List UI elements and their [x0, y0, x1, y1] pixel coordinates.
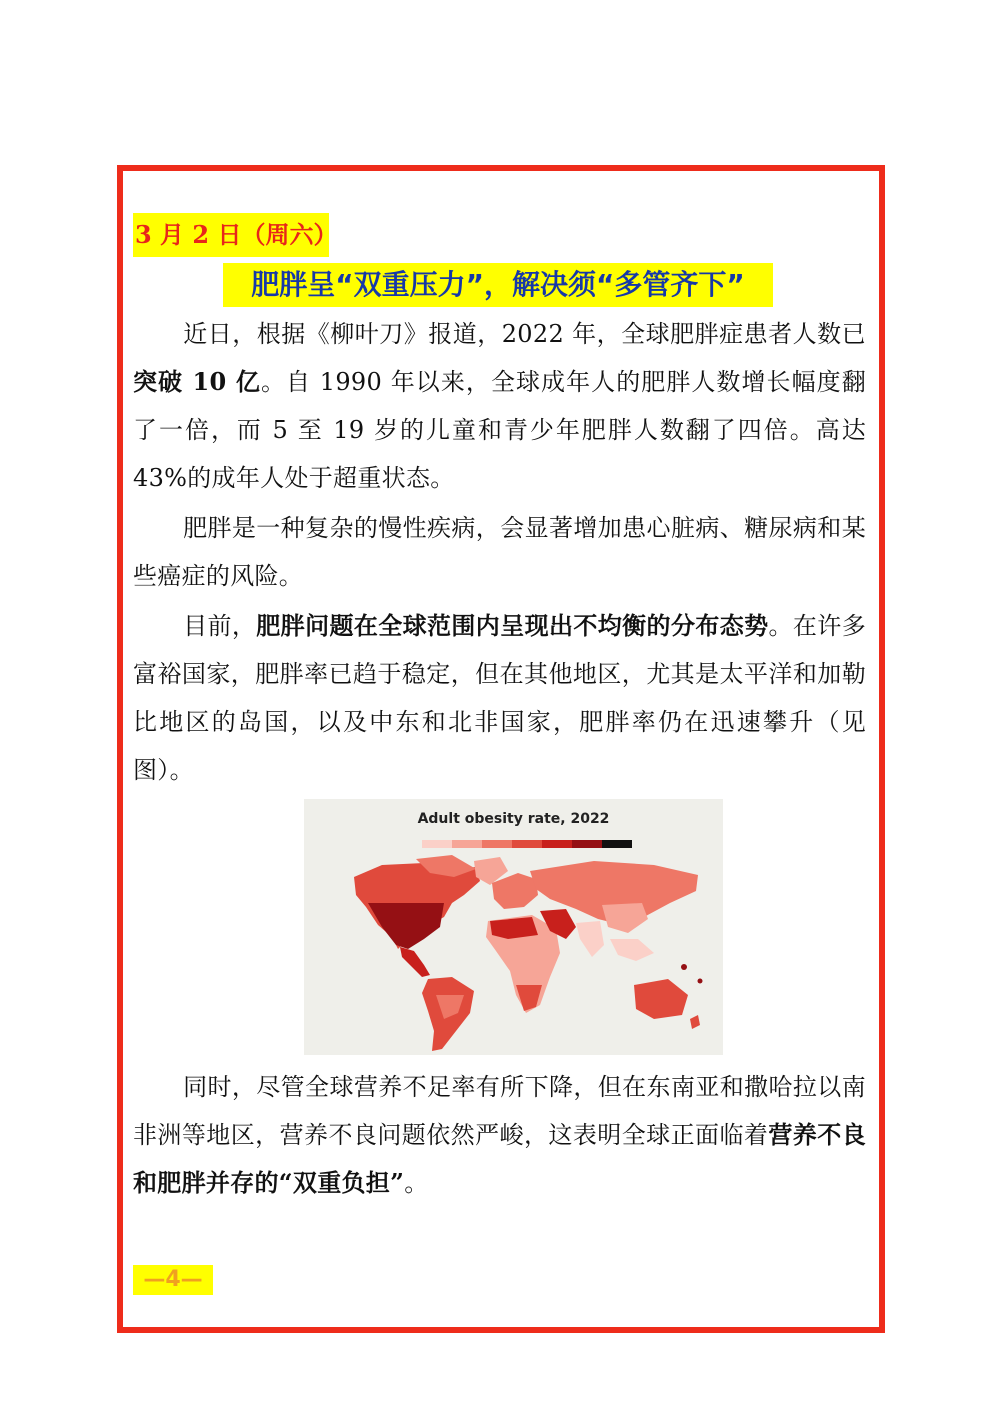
map-title: Adult obesity rate, 2022: [417, 811, 610, 827]
south-asia: [576, 921, 604, 957]
world-map-illustration: [304, 799, 723, 1055]
china: [602, 903, 648, 933]
obesity-world-map: [304, 799, 723, 1055]
highlight-obesity-count: 突破 10 亿: [133, 367, 261, 396]
article-title: 肥胖呈“双重压力”，解决须“多管齐下”: [223, 263, 773, 307]
paragraph-3: 目前，肥胖问题在全球范围内呈现出不均衡的分布态势。在许多富裕国家，肥胖率已趋于稳定，但在其他地区，尤其是太平洋和加勒比地区的岛国，以及中东和北非国家，肥胖率仍在迅速攀升（见图）。: [133, 611, 866, 784]
highlight-distribution: 肥胖问题在全球范围内呈现出不均衡的分布态势: [256, 611, 769, 640]
paragraph-1: 近日，根据《柳叶刀》报道，2022 年，全球肥胖症患者人数已突破 10 亿。自 1990 年以来，全球成年人的肥胖人数增长幅度翻了一倍，而 5 至 19 岁的儿童和青少年肥胖人数翻了四倍。高达 43%的成年人处于超重状态。: [133, 320, 867, 492]
southeast-asia: [610, 939, 654, 961]
paragraph-2: 肥胖是一种复杂的慢性疾病，会显著增加患心脏病、糖尿病和某些癌症的风险。: [133, 514, 866, 590]
australia: [634, 979, 688, 1019]
highlight-double-burden: 营养不良和肥胖并存的“双重负担”: [133, 1120, 866, 1197]
pacific-island: [681, 964, 687, 970]
page-number: —4—: [133, 1265, 213, 1295]
central-america: [400, 947, 430, 977]
pacific-island: [698, 979, 703, 984]
paragraph-4: 同时，尽管全球营养不足率有所下降，但在东南亚和撒哈拉以南非洲等地区，营养不良问题依然严峻，这表明全球正面临着营养不良和肥胖并存的“双重负担”。: [133, 1073, 866, 1197]
europe: [492, 873, 538, 909]
new-zealand: [690, 1015, 700, 1029]
issue-date: 3 月 2 日（周六）: [133, 213, 329, 257]
